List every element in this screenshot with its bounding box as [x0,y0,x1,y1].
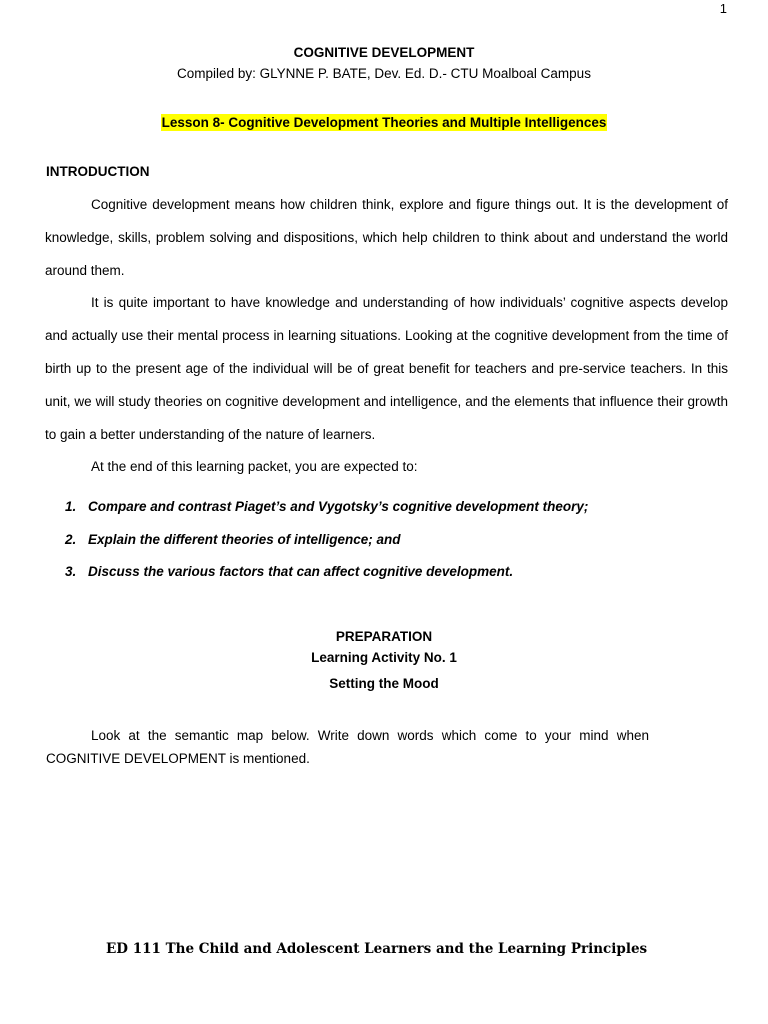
intro-paragraph-2: It is quite important to have knowledge and understanding of how individuals’ cognitive aspects develop and actually use their mental process in learning situations. Looking at the cognitive development from the time of birth up to the present age of the individual will be of great benefit for teachers and pre-service teachers. In this unit, we will study theories on cognitive development and intelligence, and the elements that influence their growth to gain a better understanding of the nature of learners. [45,295,728,442]
intro-paragraph-1: Cognitive development means how children think, explore and figure things out. It is the development of knowledge, skills, problem solving and dispositions, which help children to think about and understand the world around them. [45,197,728,278]
compiled-by: Compiled by: GLYNNE P. BATE, Dev. Ed. D.- CTU Moalboal Campus [177,66,591,81]
objective-item [65,494,745,527]
objective-text: Explain the different theories of intelligence; and [88,531,401,547]
intro-paragraph-3: At the end of this learning packet, you are expected to: [91,459,418,474]
activity-instruction: Look at the semantic map below. Write down words which come to your mind when COGNITIVE DEVELOPMENT is mentioned. [46,728,649,766]
objective-text: Discuss the various factors that can affect cognitive development. [88,564,514,579]
introduction-heading: INTRODUCTION [46,164,150,179]
objectives-list [65,494,745,592]
preparation-heading: PREPARATION [335,629,433,644]
page-number: 1 [719,1,727,16]
objective-number: 3. [65,564,77,579]
objective-item [65,527,745,560]
objective-text: Compare and contrast Piaget’s and Vygotsky’s cognitive development theory; [88,499,589,514]
document-title: COGNITIVE DEVELOPMENT [293,45,475,60]
objective-item [65,559,745,592]
objective-number: 2. [65,531,77,547]
objective-number: 1. [65,499,77,514]
page-footer: ED 111 The Child and Adolescent Learners and the Learning Principles [106,941,648,957]
activity-title: Learning Activity No. 1 [311,650,457,665]
lesson-title-line [0,114,768,132]
activity-subtitle: Setting the Mood [329,676,439,691]
lesson-title: Lesson 8- Cognitive Development Theories and Multiple Intelligences [161,115,607,130]
